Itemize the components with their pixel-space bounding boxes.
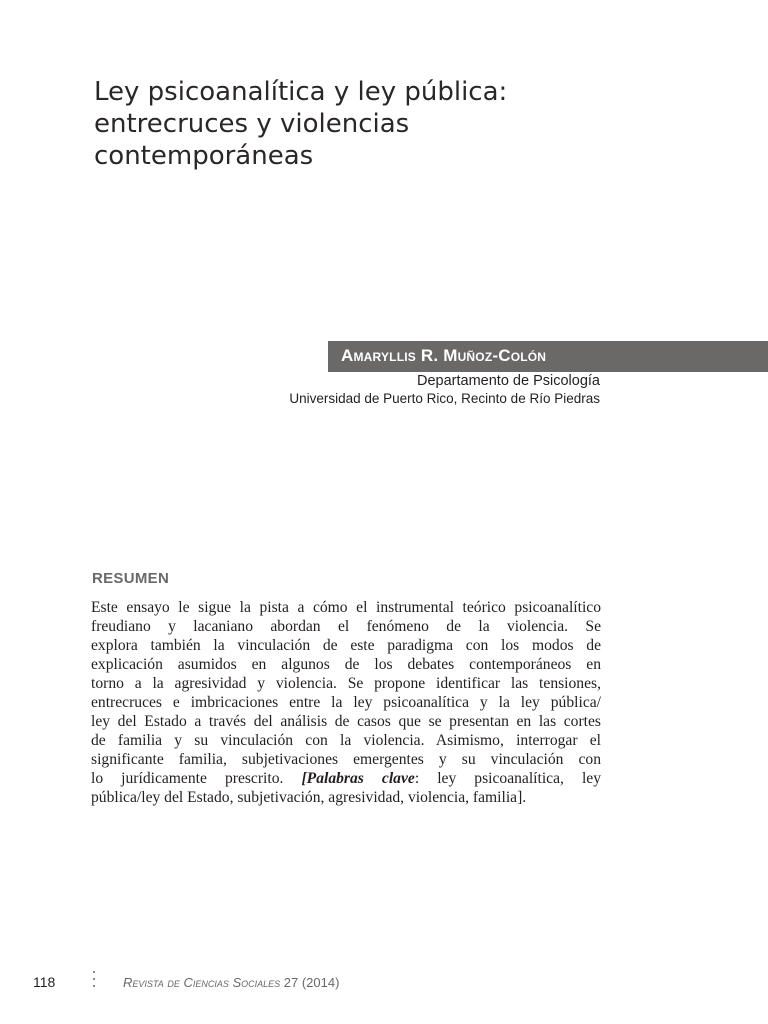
- keywords-label: [Palabras clave: [301, 770, 415, 787]
- abstract-line: torno a la agresividad y violencia. Se propone identificar las tensiones,: [91, 675, 601, 692]
- abstract-heading: RESUMEN: [92, 570, 170, 587]
- abstract-line: significante familia, subjetivaciones emergentes y su vinculación con: [91, 751, 601, 768]
- abstract-line: ley del Estado a través del análisis de casos que se presentan en las cortes: [91, 713, 601, 730]
- footer-separator-dots: [92, 971, 96, 991]
- article-title: [94, 76, 654, 172]
- author-institution: Universidad de Puerto Rico, Recinto de Río Piedras: [289, 391, 600, 406]
- abstract-line: freudiano y lacaniano abordan el fenómeno de la violencia. Se: [91, 618, 601, 635]
- abstract-line-last: pública/ley del Estado, subjetivación, agresividad, violencia, familia].: [91, 789, 527, 806]
- abstract-line-keywords: [91, 769, 601, 788]
- title-line-1: Ley psicoanalítica y ley pública:: [94, 77, 508, 107]
- journal-name: Revista de Ciencias Sociales: [123, 975, 281, 990]
- page-number: 118: [33, 974, 56, 990]
- abstract-line: Este ensayo le sigue la pista a cómo el instrumental teórico psicoanalítico: [91, 599, 601, 616]
- keywords-start: : ley psicoanalítica, ley: [414, 770, 602, 787]
- title-line-2: entrecruces y violencias: [94, 109, 410, 139]
- author-band: [328, 341, 768, 372]
- abstract-line-10-start: lo jurídicamente prescrito.: [91, 770, 284, 787]
- author-name: Amaryllis R. Muñoz-Colón: [341, 346, 547, 365]
- journal-volume-year: 27 (2014): [283, 975, 340, 990]
- abstract-line: explicación asumidos en algunos de los debates contemporáneos en: [91, 656, 601, 673]
- author-department: Departamento de Psicología: [417, 373, 600, 389]
- abstract-line: explora también la vinculación de este paradigma con los modos de: [91, 637, 601, 654]
- abstract-line: de familia y su vinculación con la violencia. Asimismo, interrogar el: [91, 732, 601, 749]
- abstract-line: entrecruces e imbricaciones entre la ley psicoanalítica y la ley pública/: [91, 694, 601, 711]
- title-line-3: contemporáneas: [94, 141, 314, 171]
- abstract-body: [91, 598, 601, 807]
- journal-footer: [123, 974, 339, 991]
